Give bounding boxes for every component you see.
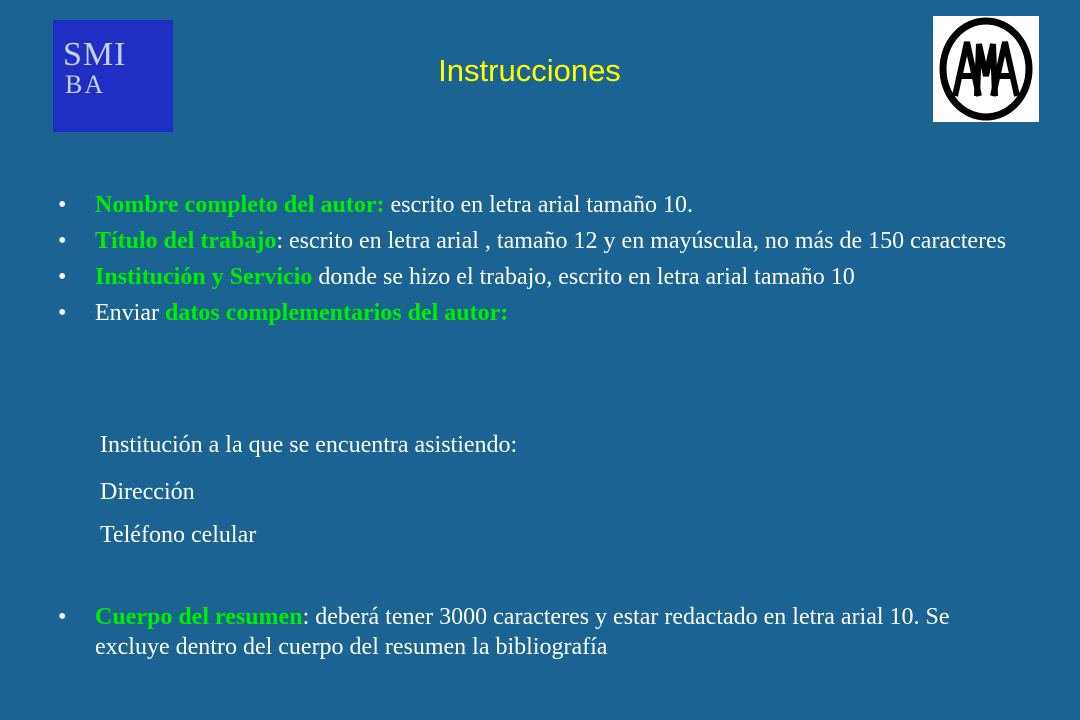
bullet-highlight: datos complementarios del autor: xyxy=(164,300,509,326)
smiba-logo-line1: SMI xyxy=(63,36,127,73)
bullet-text: escrito en letra arial tamaño 10. xyxy=(384,192,694,218)
bullet-dot-icon: • xyxy=(58,228,67,254)
bullet-lead: Enviar xyxy=(95,300,165,326)
bullet-highlight: Título del trabajo xyxy=(95,228,277,254)
bullet-highlight: Cuerpo del resumen xyxy=(95,604,303,630)
bullet-text: : escrito en letra arial , tamaño 12 y en mayúscula, no más de 150 caracteres xyxy=(276,228,1007,254)
bullet-text: donde se hizo el trabajo, escrito en letra arial tamaño 10 xyxy=(312,264,855,290)
bullet-list-summary xyxy=(58,602,1018,668)
bullet-dot-icon: • xyxy=(58,300,67,326)
bullet-highlight: Institución y Servicio xyxy=(95,264,313,290)
bullet-dot-icon: • xyxy=(58,264,67,290)
bullet-dot-icon: • xyxy=(58,192,67,218)
slide-title: Instrucciones xyxy=(438,53,621,88)
smiba-logo-line2: BA xyxy=(65,70,106,99)
bullet-work-title xyxy=(58,226,1018,256)
sub-line-phone: Teléfono celular xyxy=(100,522,257,548)
bullet-summary-body xyxy=(58,602,1018,662)
bullet-send-data xyxy=(58,298,1018,328)
sub-line-institution: Institución a la que se encuentra asistiendo: xyxy=(100,432,518,458)
bullet-institution xyxy=(58,262,1018,292)
sub-line-address: Dirección xyxy=(100,479,195,505)
bullet-author-name xyxy=(58,190,1018,220)
bullet-highlight: Nombre completo del autor: xyxy=(95,192,385,218)
bullet-text: : deberá tener 3000 caracteres y estar redactado en letra arial 10. Se excluye dentro del cuerpo del resumen la bibliografía xyxy=(95,604,950,660)
bullet-dot-icon: • xyxy=(58,604,67,630)
bullet-list xyxy=(58,190,1018,334)
